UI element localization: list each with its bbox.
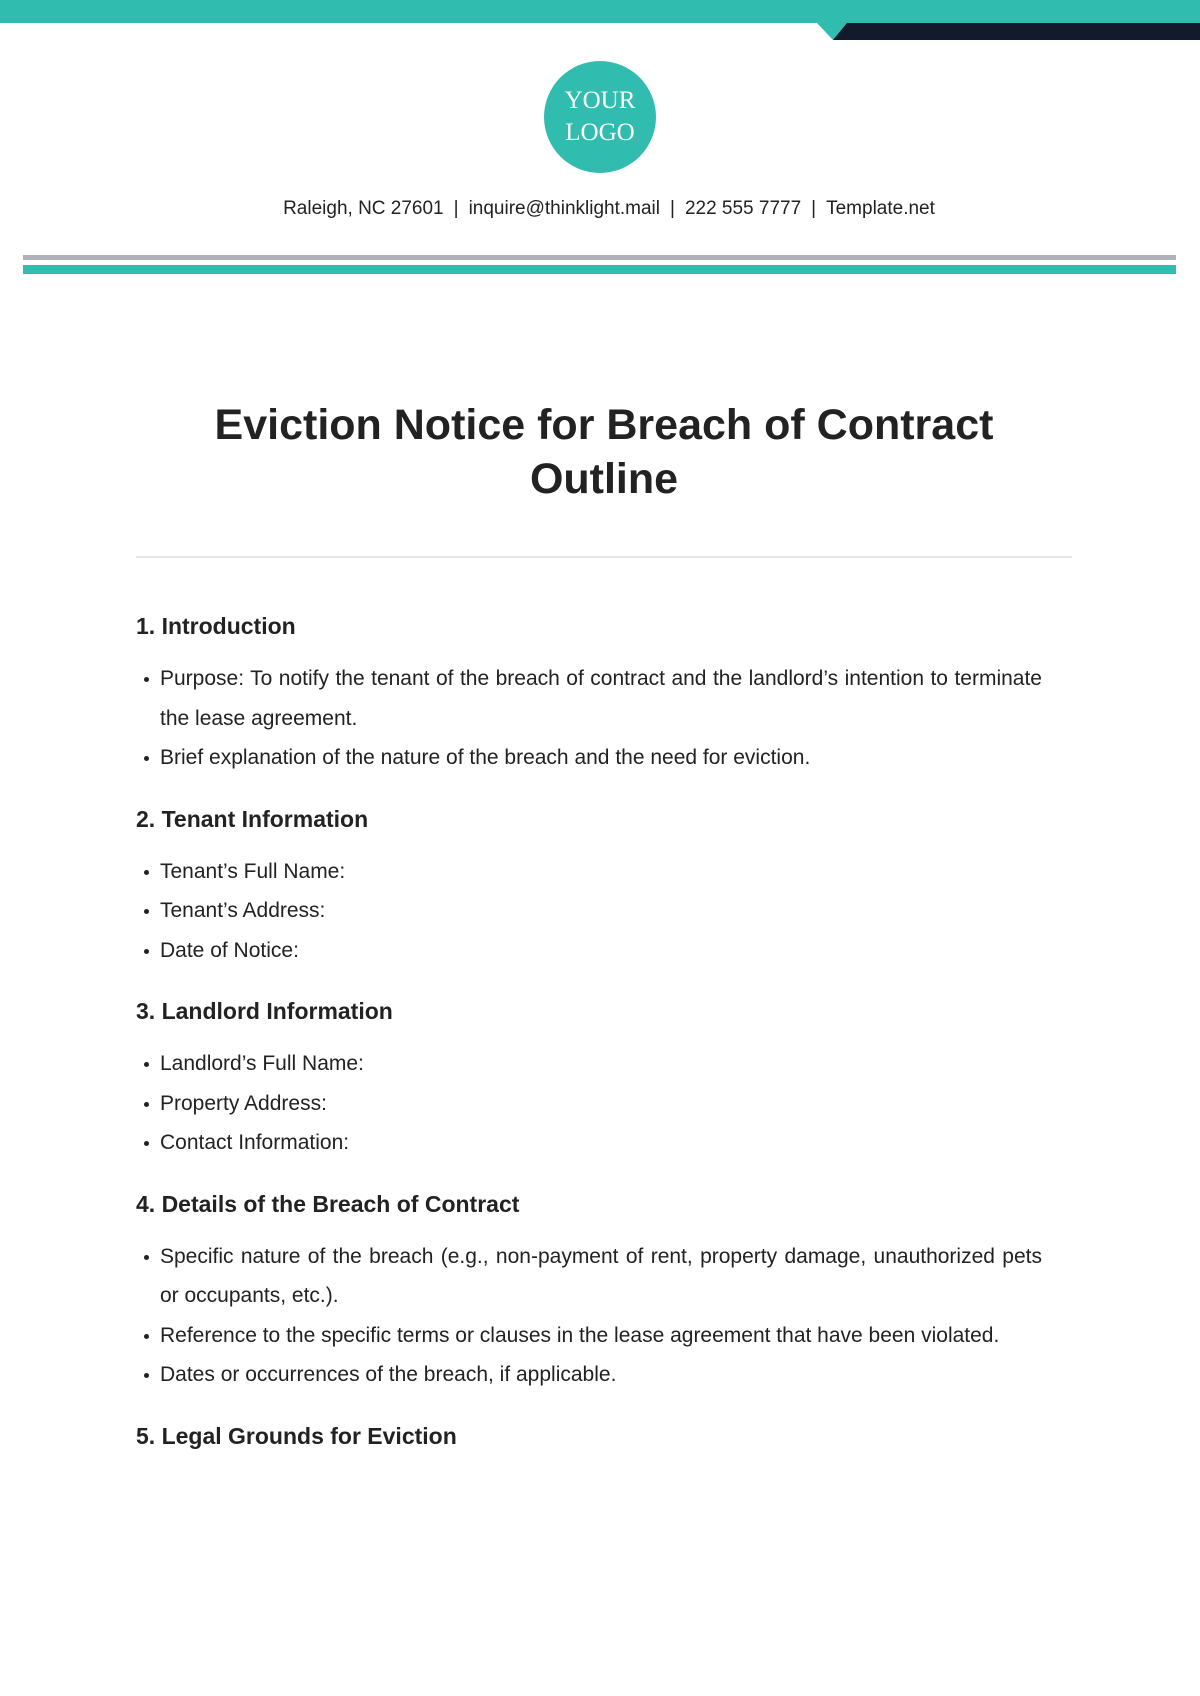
section [136,995,1042,1163]
header-notch-accent [833,23,847,40]
section [136,1188,1042,1395]
document-body [136,610,1042,1469]
separator: | [670,198,675,219]
logo [544,61,656,173]
section-heading: 2. Tenant Information [136,805,369,832]
list-item: Dates or occurrences of the breach, if applicable. [136,1355,1042,1395]
list-item: Specific nature of the breach (e.g., non-payment of rent, property damage, unauthorized pets or occupants, etc.). [136,1237,1042,1316]
list-item: Date of Notice: [136,931,1042,971]
logo-line-1: YOUR [564,87,636,114]
contact-line [0,198,1200,220]
list-item: Tenant’s Full Name: [136,852,1042,892]
list-item: Tenant’s Address: [136,891,1042,931]
contact-address: Raleigh, NC 27601 [283,198,444,219]
separator: | [811,198,817,219]
page-title: Eviction Notice for Breach of Contract Outline [214,401,994,503]
header-rule-teal [23,265,1176,274]
bullet-list [136,659,1042,778]
title-divider [136,556,1072,558]
list-item: Contact Information: [136,1123,1042,1163]
separator: | [453,198,459,219]
list-item: Reference to the specific terms or clauses in the lease agreement that have been violated. [136,1316,1042,1356]
section-heading: 4. Details of the Breach of Contract [136,1190,520,1217]
section [136,803,1042,971]
list-item: Landlord’s Full Name: [136,1044,1042,1084]
list-item: Brief explanation of the nature of the breach and the need for eviction. [136,738,1042,778]
bullet-list [136,1044,1042,1163]
section-heading: 1. Introduction [136,613,296,639]
header-dark-band [833,23,1200,40]
section [136,610,1042,778]
list-item: Purpose: To notify the tenant of the breach of contract and the landlord’s intention to terminate the lease agreement. [136,659,1042,738]
header-notch [817,23,833,40]
list-item: Property Address: [136,1084,1042,1124]
bullet-list [136,852,1042,971]
contact-website: Template.net [826,198,935,219]
section-heading: 5. Legal Grounds for Eviction [136,1422,457,1449]
contact-email: inquire@thinklight.mail [468,198,660,219]
bullet-list [136,1237,1042,1395]
section [136,1420,1042,1452]
logo-line-2: LOGO [565,119,635,146]
section-heading: 3. Landlord Information [136,998,393,1024]
contact-phone: 222 555 7777 [684,198,802,219]
header-band [0,0,1200,23]
header-rule-gray [23,255,1176,260]
